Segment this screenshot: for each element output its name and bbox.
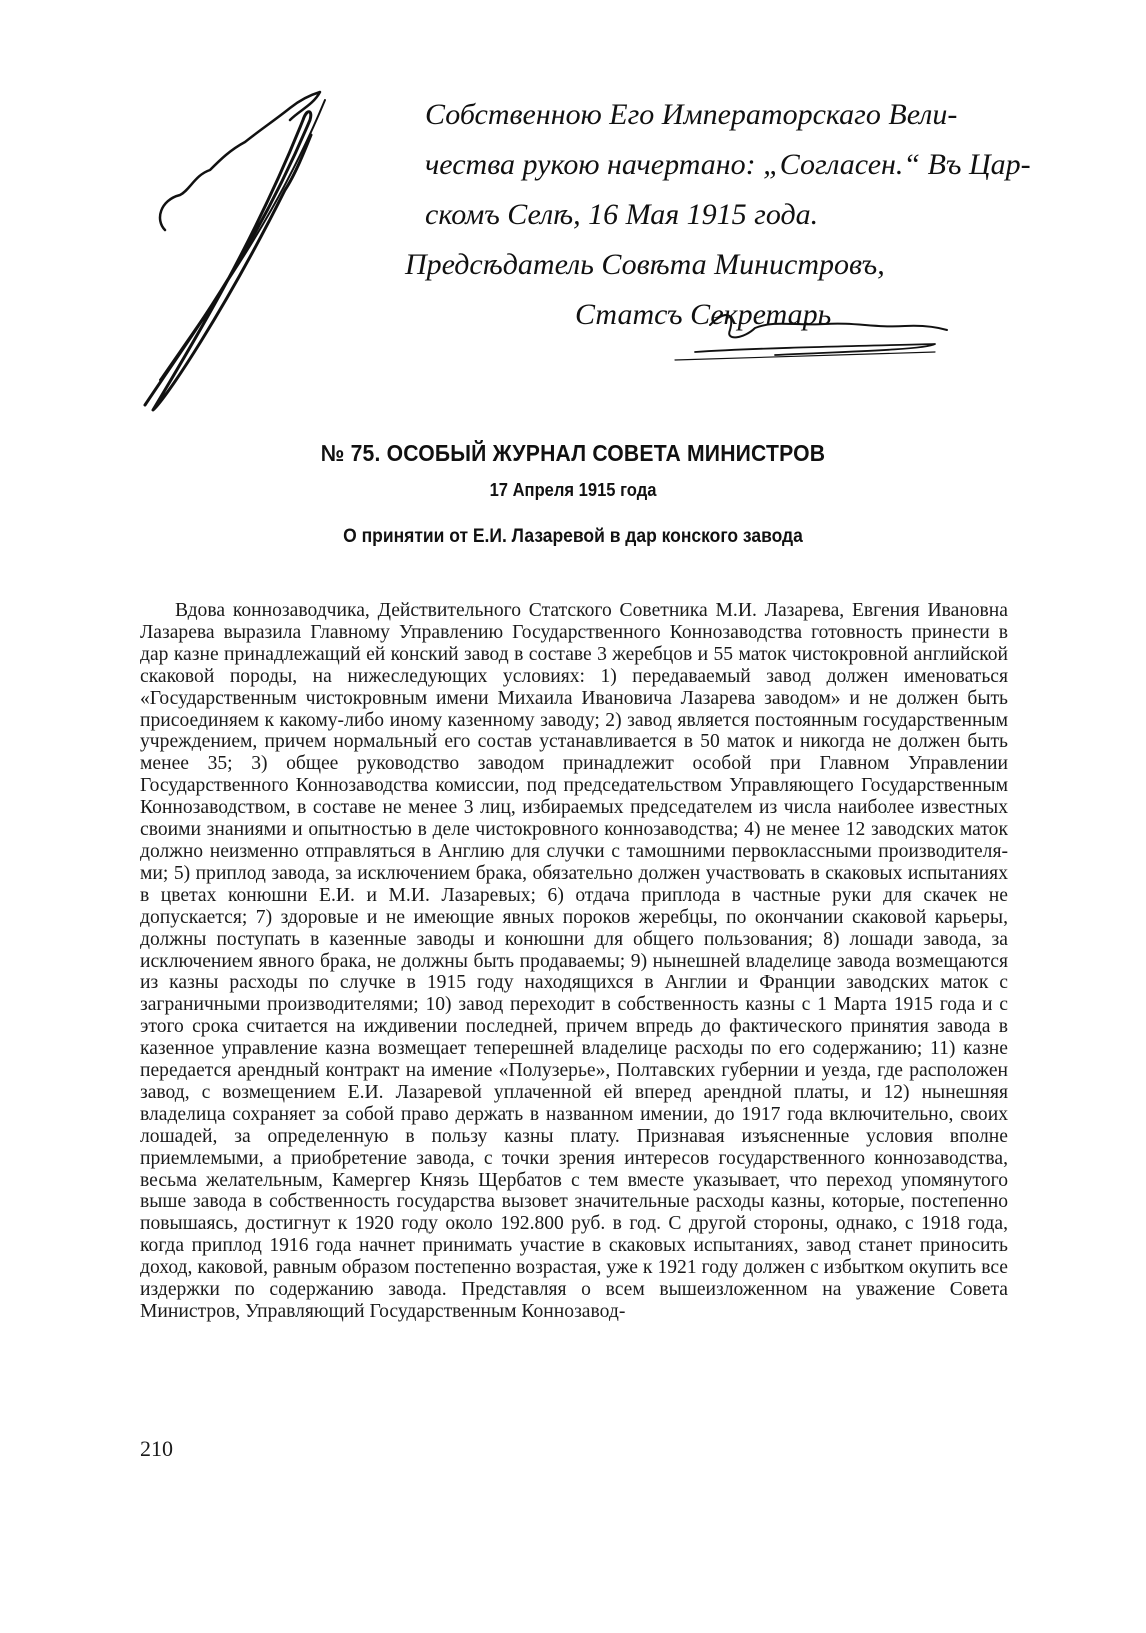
signature-word — [160, 92, 320, 230]
resolution-line: Предсѣдатель Совѣта Министровъ, — [405, 248, 885, 281]
document-body: Вдова коннозаводчика, Действительного Статского Советника М.И. Лазарева, Евгения Ивановна Лазарева выразила Главному Управлению Государственного Коннозаводства готовность принести в дар казне принадлежащий ей конский завод в составе 3 жеребцов и 55 маток чистокровной английской скаковой породы, на нижеследующих условиях: 1) передаваемый завод должен именоваться «Государственным чистокровным имени Михаила Ивановича Лазарева заводом» и не должен быть присоединяем к какому-либо иному казенному заводу; 2) завод является постоянным государственным учреждением, причем нормальный его состав устанавливается в 50 маток и никогда не должен быть менее 35; 3) общее руководство заводом принадлежит особой при Главном Управлении Государственного Коннозаводства комиссии, под председательством Управляющего Государственным Коннозаводством, в составе не менее 3 лиц, избираемых председателем из числа наиболее известных своими знаниями и опытностью в деле чистокровного коннозаводства; 4) не менее 12 заводских маток должно неизменно отправляться в Англию для случки с тамошними первоклассными производителями; 5) приплод завода, за исключением брака, обязательно должен участвовать в скаковых испытаниях в цветах конюшни Е.И. и М.И. Лазаревых; 6) отдача приплода в частные руки для скачек не допускается; 7) здоровые и не имеющие явных пороков жеребцы, по окончании скаковой карьеры, должны поступать в казенные заводы и конюшни для общего пользования; 8) лошади завода, за исключением явного брака, не должны быть продаваемы; 9) нынешней владелице завода возмещаются из казны расходы по случке в 1915 году находящихся в Англии и Франции заводских маток с заграничными производителями; 10) завод переходит в собственность казны с 1 Марта 1915 года и с этого срока считается на иждивении последней, причем впредь до фактического принятия завода в казенное управление казна возмещает теперешней владелице расходы по его содержанию; 11) казне передается арендный контракт на имение «Полузерье», Полтавских губернии и уезда, где расположен завод, с возмещением Е.И. Лазаревой уплаченной ей вперед арендной платы, и 12) нынешняя владелица сохраняет за собой право держать в названном имении, до 1917 года включительно, своих лошадей, за определенную в пользу казны плату. Признавая изъясненные условия вполне приемлемыми, а приобретение завода, с точки зрения интересов государственного коннозаводства, весьма желательным, Камергер Князь Щербатов с тем вместе указывает, что переход упомянутого выше завода в собственность государства вызовет значительные расходы казны, которые, постепенно повышаясь, достигнут к 1920 году около 192.800 руб. в год. С другой стороны, однако, с 1918 года, когда приплод 1916 года начнет принимать участие в скаковых испытаниях, завод станет приносить доход, каковой, равным образом постепенно возрастая, уже к 1921 году должен с избытком окупить все издержки по содержанию завода. Представляя о всем вышеизложенном на уважение Совета Министров, Управляющий Государственным Коннозавод- — [140, 600, 1008, 1322]
resolution-line: чества рукою начертано: „Согласен.“ Въ Цар- — [425, 148, 1031, 181]
resolution-line: Собственною Его Императорскаго Вели- — [425, 98, 958, 131]
document-subject: О принятии от Е.И. Лазаревой в дар конского завода — [343, 526, 803, 547]
handwritten-resolution — [135, 80, 1031, 425]
resolution-text — [405, 90, 1031, 340]
resolution-signature-title: Статсъ Секретарь — [575, 298, 832, 331]
resolution-line: скомъ Селѣ, 16 Мая 1915 года. — [425, 198, 819, 231]
resolution-line — [425, 290, 965, 340]
page-number: 210 — [140, 1436, 173, 1461]
document-title: № 75. ОСОБЫЙ ЖУРНАЛ СОВЕТА МИНИСТРОВ — [320, 440, 826, 466]
document-date: 17 Апреля 1915 года — [489, 480, 657, 500]
